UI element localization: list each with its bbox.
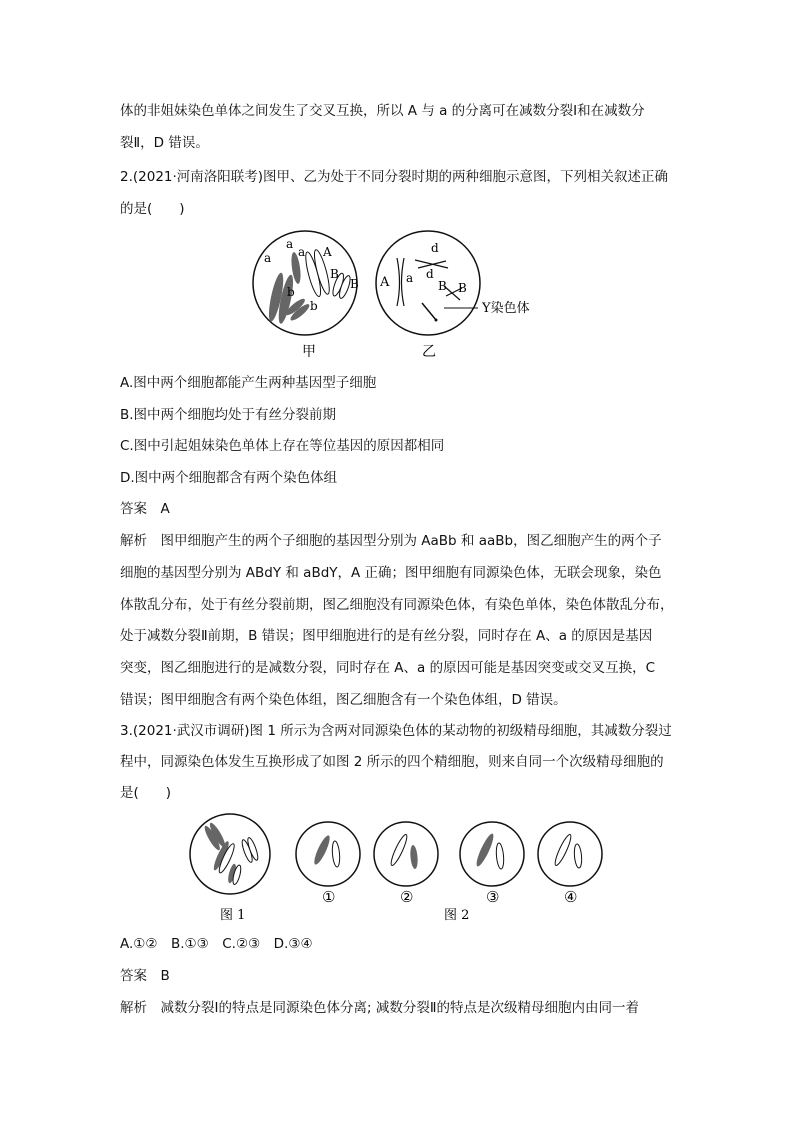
explanation-line: 体散乱分布，处于有丝分裂前期，图乙细胞没有同源染色体，有染色单体，染色体散乱分布， xyxy=(120,597,674,613)
question-2-stem: 2.(2021·河南洛阳联考)图甲、乙为处于不同分裂时期的两种细胞示意图，下列相关叙述正确 xyxy=(120,169,669,185)
gene-label: A xyxy=(323,245,332,259)
answer: 答案 B xyxy=(120,968,170,984)
gene-label: A xyxy=(380,275,390,290)
answer: 答案 A xyxy=(120,501,170,517)
gene-label: b xyxy=(287,285,295,299)
text-line: 的是( ) xyxy=(120,201,185,217)
option-a: A.图中两个细胞都能产生两种基因型子细胞 xyxy=(120,375,377,391)
y-chromosome-label: Y染色体 xyxy=(482,301,530,316)
figure-2-caption: 图 2 xyxy=(444,908,470,923)
question-3-stem: 3.(2021·武汉市调研)图 1 所示为含两对同源染色体的某动物的初级精母细胞，其减数分裂过 xyxy=(120,723,672,739)
caption-yi: 乙 xyxy=(422,344,436,360)
text-line: 程中，同源染色体发生互换形成了如图 2 所示的四个精细胞，则来自同一个次级精母细胞的 xyxy=(120,754,664,770)
gene-label: B xyxy=(458,281,467,295)
gene-label: B xyxy=(330,267,339,281)
gene-label: b xyxy=(310,299,318,313)
text-line: 是( ) xyxy=(120,785,172,801)
cell-yi xyxy=(376,231,530,335)
options-q3: A.①② B.①③ C.②③ D.③④ xyxy=(120,936,313,952)
option-d: D.图中两个细胞都含有两个染色体组 xyxy=(120,470,338,486)
gene-label: B xyxy=(350,277,359,291)
sperm-cell-4 xyxy=(538,822,602,886)
option-b: B.图中两个细胞均处于有丝分裂前期 xyxy=(120,407,337,423)
gene-label: a xyxy=(298,245,306,259)
text-line: 裂Ⅱ，D 错误。 xyxy=(120,135,209,151)
gene-label: d xyxy=(426,267,434,281)
cell-figure-jia-yi xyxy=(250,228,570,363)
explanation-line: 突变，图乙细胞进行的是减数分裂，同时存在 A、a 的原因可能是基因突变或交叉互换，C xyxy=(120,660,656,676)
gene-label: a xyxy=(264,251,272,265)
primary-spermatocyte-cell xyxy=(190,814,270,894)
gene-label: B xyxy=(438,279,447,293)
gene-label: a xyxy=(286,237,294,251)
explanation-line: 解析 减数分裂Ⅰ的特点是同源染色体分离; 减数分裂Ⅱ的特点是次级精母细胞内由同一着 xyxy=(120,1000,639,1016)
cell-number-1: ① xyxy=(322,888,336,906)
gene-label: d xyxy=(431,241,439,255)
explanation-line: 细胞的基因型分别为 ABdY 和 aBdY，A 正确；图甲细胞有同源染色体，无联会现象，染色 xyxy=(120,565,662,581)
cell-number-3: ③ xyxy=(486,888,500,906)
cell-figure-1-2 xyxy=(186,812,616,924)
option-c: C.图中引起姐妹染色单体上存在等位基因的原因都相同 xyxy=(120,438,445,454)
cell-jia xyxy=(253,231,359,335)
sperm-cell-2 xyxy=(374,822,438,886)
sperm-cell-3 xyxy=(460,822,524,886)
explanation-line: 处于减数分裂Ⅱ前期，B 错误；图甲细胞进行的是有丝分裂，同时存在 A、a 的原因是基因 xyxy=(120,628,653,644)
cell-number-4: ④ xyxy=(564,888,578,906)
explanation-line: 错误；图甲细胞含有两个染色体组，图乙细胞含有一个染色体组，D 错误。 xyxy=(120,692,567,708)
text-line: 体的非姐妹染色单体之间发生了交叉互换，所以 A 与 a 的分离可在减数分裂Ⅰ和在减数分 xyxy=(120,103,645,119)
figure-1-caption: 图 1 xyxy=(220,908,246,923)
sperm-cell-1 xyxy=(296,822,360,886)
caption-jia: 甲 xyxy=(302,344,316,360)
explanation-line: 解析 图甲细胞产生的两个子细胞的基因型分别为 AaBb 和 aaBb，图乙细胞产生的两个子 xyxy=(120,533,662,549)
cell-number-2: ② xyxy=(400,888,414,906)
gene-label: a xyxy=(406,271,414,285)
